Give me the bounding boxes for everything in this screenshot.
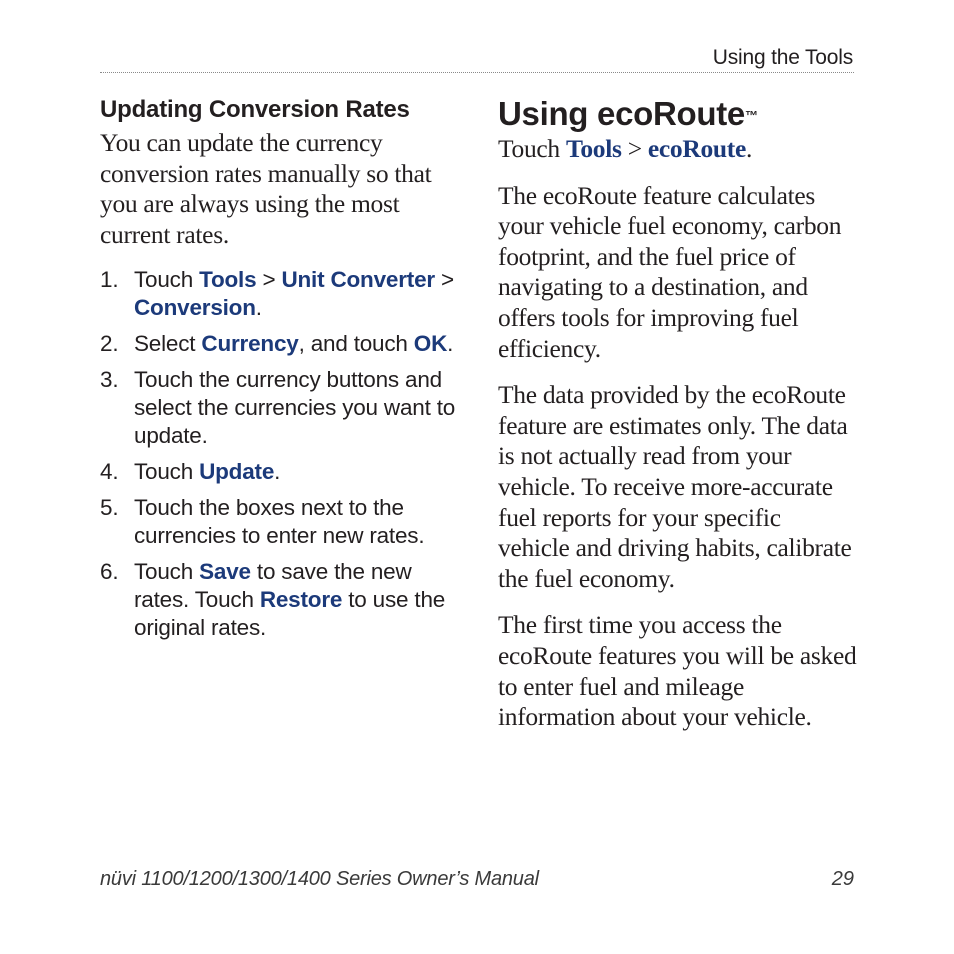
path-text: .: [746, 134, 753, 163]
step-text: .: [255, 295, 262, 321]
ecoroute-keyword: ecoRoute: [647, 134, 747, 163]
conversion-steps-list: [100, 266, 460, 642]
step-text: .: [447, 331, 454, 357]
step-number: 6.: [100, 559, 119, 585]
running-header: Using the Tools: [712, 46, 853, 69]
ecoroute-first-time-paragraph: The first time you access the ecoRoute features you will be asked to enter fuel and mileage information about your vehicle.: [498, 610, 857, 732]
conversion-intro-paragraph: You can update the currency conversion rates manually so that you are always using the most current rates.: [100, 128, 432, 249]
step-item: [100, 458, 460, 486]
footer-manual-title: nüvi 1100/1200/1300/1400 Series Owner’s Manual: [100, 868, 539, 890]
step-number: 4.: [100, 459, 119, 485]
step-item: [100, 266, 460, 322]
header-divider: [100, 72, 854, 73]
step-text: , and touch: [298, 331, 414, 357]
step-text: >: [434, 267, 454, 293]
step-number: 2.: [100, 331, 119, 357]
step-text: Touch: [134, 267, 200, 293]
menu-path: [498, 134, 858, 165]
unit-converter-keyword: Unit Converter: [281, 267, 435, 293]
step-text: to use the original rates.: [134, 587, 446, 641]
path-text: >: [621, 134, 648, 163]
step-item: [100, 494, 460, 550]
step-item: [100, 366, 460, 450]
page-title-text: Using ecoRoute: [498, 95, 745, 132]
step-text: Touch: [134, 459, 200, 485]
step-text: Touch the currency buttons and select the currencies you want to update.: [134, 367, 456, 449]
right-column: [498, 94, 858, 733]
step-text: Touch: [134, 559, 200, 585]
step-text: .: [274, 459, 281, 485]
restore-keyword: Restore: [259, 587, 343, 613]
ecoroute-estimate-paragraph: The data provided by the ecoRoute feature are estimates only. The data is not actually read from your vehicle. To receive more-accurate fuel reports for your specific vehicle and driving habits, calibrate the fuel economy.: [498, 380, 852, 593]
step-item: [100, 330, 460, 358]
ecoroute-description-paragraph: The ecoRoute feature calculates your vehicle fuel economy, carbon footprint, and the fuel price of navigating to a destination, and offers tools for improving fuel efficiency.: [498, 180, 842, 363]
step-item: [100, 558, 460, 642]
page-title: [498, 94, 858, 134]
step-text: to save the new rates. Touch: [134, 559, 412, 613]
step-number: 5.: [100, 495, 119, 521]
update-keyword: Update: [199, 459, 275, 485]
step-number: 3.: [100, 367, 119, 393]
section-heading-conversion-rates: Updating Conversion Rates: [100, 96, 410, 123]
ok-keyword: OK: [413, 331, 448, 357]
save-keyword: Save: [199, 559, 251, 585]
step-text: >: [256, 267, 282, 293]
page-number: 29: [831, 868, 854, 890]
currency-keyword: Currency: [201, 331, 299, 357]
step-text: Select: [134, 331, 202, 357]
left-column: [100, 94, 460, 650]
trademark-symbol: ™: [745, 108, 758, 123]
step-text: Touch the boxes next to the currencies to enter new rates.: [134, 495, 425, 549]
step-number: 1.: [100, 267, 119, 293]
conversion-keyword: Conversion: [134, 295, 256, 321]
tools-keyword: Tools: [199, 267, 257, 293]
path-text: Touch: [498, 134, 566, 163]
tools-keyword: Tools: [565, 134, 622, 163]
